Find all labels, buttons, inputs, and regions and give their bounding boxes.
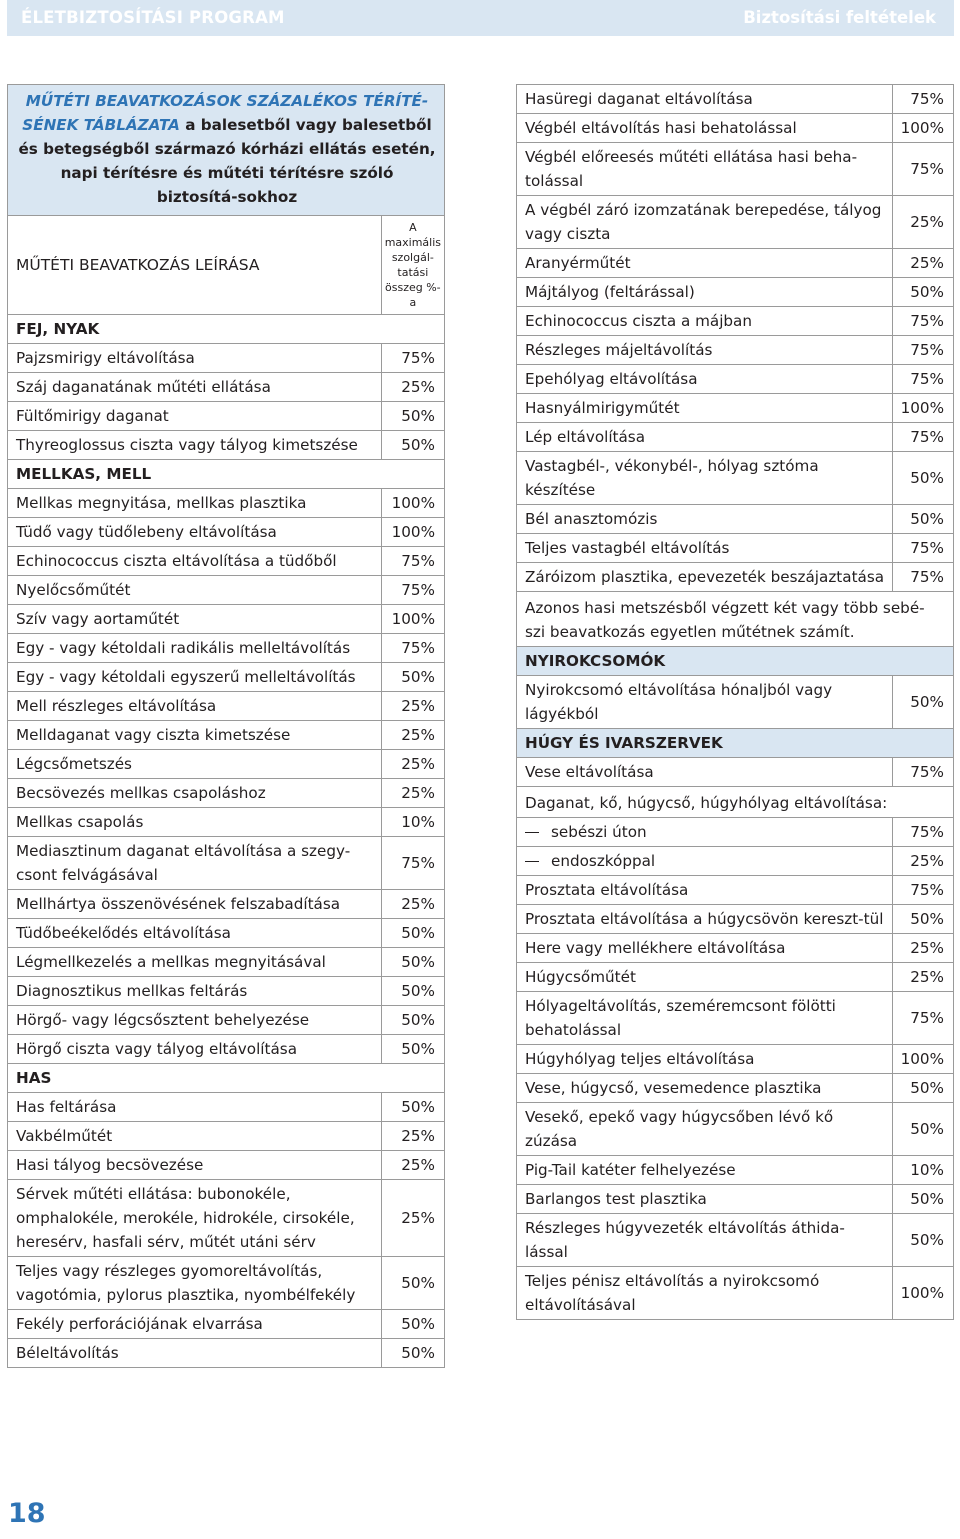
procedure-description: Hasi tályog becsövezése — [8, 1151, 382, 1180]
table-row — [8, 692, 445, 721]
table-row — [517, 934, 954, 963]
procedure-description: Hörgő ciszta vagy tályog eltávolítása — [8, 1035, 382, 1064]
procedure-description: Sérvek műtéti ellátása: bubonokéle, omphalokéle, merokéle, hidrokéle, cirsokéle, heresérv, hasfali sérv, műtét utáni sérv — [8, 1180, 382, 1257]
procedure-percentage: 100% — [893, 114, 954, 143]
procedure-description: Becsövezés mellkas csapoláshoz — [8, 779, 382, 808]
procedure-description: Tüdőbeékelődés eltávolítása — [8, 919, 382, 948]
procedure-description: Thyreoglossus ciszta vagy tályog kimetszése — [8, 431, 382, 460]
procedure-percentage: 100% — [381, 605, 444, 634]
procedure-percentage: 25% — [381, 373, 444, 402]
table-row — [8, 431, 445, 460]
table-row — [8, 919, 445, 948]
procedure-description: Záróizom plasztika, epevezeték beszájaztatása — [517, 563, 893, 592]
procedure-description: Száj daganatának műtéti ellátása — [8, 373, 382, 402]
table-row — [517, 307, 954, 336]
procedure-percentage: 75% — [893, 876, 954, 905]
table-row — [517, 818, 954, 847]
table-row — [517, 143, 954, 196]
table-row — [8, 373, 445, 402]
procedure-percentage: 100% — [893, 1267, 954, 1320]
table-row — [517, 249, 954, 278]
procedure-percentage: 50% — [381, 431, 444, 460]
table-row — [517, 336, 954, 365]
procedure-percentage: 50% — [381, 948, 444, 977]
procedure-description: Fültőmirigy daganat — [8, 402, 382, 431]
procedure-description: Vakbélműtét — [8, 1122, 382, 1151]
procedure-description: Bél anasztomózis — [517, 505, 893, 534]
table-row — [8, 402, 445, 431]
procedure-description: Végbél eltávolítás hasi behatolással — [517, 114, 893, 143]
table-row — [8, 721, 445, 750]
dash-bullet-icon — [525, 832, 539, 833]
table-row — [8, 576, 445, 605]
table-title-main: MŰTÉTI BEAVATKOZÁSOK SZÁZALÉKOS TÉRÍTÉ-SÉNEK TÁBLÁZATA — [22, 92, 429, 134]
procedure-percentage: 75% — [381, 576, 444, 605]
procedure-percentage: 25% — [381, 692, 444, 721]
procedure-description: Béleltávolítás — [8, 1339, 382, 1368]
table-row — [517, 1045, 954, 1074]
procedure-percentage: 25% — [381, 1180, 444, 1257]
table-row — [8, 344, 445, 373]
procedure-label: sebészi úton — [551, 823, 647, 841]
procedure-percentage: 50% — [893, 1185, 954, 1214]
table-row — [8, 779, 445, 808]
procedure-description: Teljes vastagbél eltávolítás — [517, 534, 893, 563]
table-row — [517, 1214, 954, 1267]
procedure-percentage: 25% — [381, 779, 444, 808]
table-row — [517, 1267, 954, 1320]
procedure-description: Vastagbél-, vékonybél-, hólyag sztóma készítése — [517, 452, 893, 505]
procedure-description: Légcsőmetszés — [8, 750, 382, 779]
procedure-percentage: 25% — [381, 750, 444, 779]
procedure-percentage: 25% — [381, 721, 444, 750]
table-row — [8, 518, 445, 547]
procedure-percentage: 75% — [893, 992, 954, 1045]
procedure-description: Mediasztinum daganat eltávolítása a szegy-csont felvágásával — [8, 837, 382, 890]
procedure-description: Melldaganat vagy ciszta kimetszése — [8, 721, 382, 750]
description-column-header: MŰTÉTI BEAVATKOZÁS LEÍRÁSA — [8, 216, 382, 315]
program-title: ÉLETBIZTOSÍTÁSI PROGRAM — [21, 8, 285, 27]
procedure-description: Lép eltávolítása — [517, 423, 893, 452]
procedure-description: Egy - vagy kétoldali radikális melleltávolítás — [8, 634, 382, 663]
table-row — [8, 634, 445, 663]
section-header-row — [517, 729, 954, 758]
procedure-description — [517, 847, 893, 876]
procedure-percentage: 25% — [893, 963, 954, 992]
procedure-percentage: 50% — [381, 977, 444, 1006]
procedure-description: Hasüregi daganat eltávolítása — [517, 85, 893, 114]
procedure-percentage: 25% — [381, 1151, 444, 1180]
procedure-percentage: 50% — [381, 402, 444, 431]
procedure-percentage: 50% — [381, 1035, 444, 1064]
table-row — [517, 758, 954, 787]
procedure-description: Prosztata eltávolítása — [517, 876, 893, 905]
procedure-description: Hasnyálmirigyműtét — [517, 394, 893, 423]
procedure-description: Aranyérműtét — [517, 249, 893, 278]
header-bar — [7, 0, 954, 36]
column-header-row — [8, 216, 445, 315]
procedure-percentage: 75% — [381, 837, 444, 890]
procedure-description: Végbél előreesés műtéti ellátása hasi beha-tolással — [517, 143, 893, 196]
section-header-row — [8, 1064, 445, 1093]
table-row — [517, 1103, 954, 1156]
procedure-percentage: 75% — [893, 563, 954, 592]
section-header: HÚGY ÉS IVARSZERVEK — [517, 729, 954, 758]
procedure-percentage: 75% — [381, 634, 444, 663]
table-row — [517, 963, 954, 992]
note-row — [517, 787, 954, 818]
table-row — [517, 85, 954, 114]
procedure-description: Echinococcus ciszta a májban — [517, 307, 893, 336]
table-row — [517, 1074, 954, 1103]
table-row — [8, 977, 445, 1006]
table-row — [8, 605, 445, 634]
procedure-percentage: 25% — [893, 196, 954, 249]
table-row — [517, 676, 954, 729]
procedure-percentage: 50% — [381, 1093, 444, 1122]
procedure-percentage: 75% — [893, 143, 954, 196]
procedure-description: Teljes vagy részleges gyomoreltávolítás, vagotómia, pylorus plasztika, nyombélfekély — [8, 1257, 382, 1310]
procedure-percentage: 50% — [893, 1074, 954, 1103]
procedure-percentage: 50% — [381, 1006, 444, 1035]
table-row — [517, 114, 954, 143]
table-note: Azonos hasi metszésből végzett két vagy több sebé-szi beavatkozás egyetlen műtétnek számít. — [517, 592, 954, 647]
procedure-percentage: 25% — [381, 890, 444, 919]
max-percent-column-header: A maximális szolgál-tatási összeg %-a — [381, 216, 444, 315]
section-header-row — [8, 315, 445, 344]
table-row — [517, 563, 954, 592]
procedure-description: Tüdő vagy tüdőlebeny eltávolítása — [8, 518, 382, 547]
table-row — [8, 1035, 445, 1064]
procedure-percentage: 50% — [381, 1339, 444, 1368]
section-title: Biztosítási feltételek — [743, 8, 936, 27]
procedure-percentage: 50% — [893, 278, 954, 307]
table-row — [8, 663, 445, 692]
procedure-description: Nyirokcsomó eltávolítása hónaljból vagy lágyékból — [517, 676, 893, 729]
procedure-description: Vesekő, epekő vagy húgycsőben lévő kő zúzása — [517, 1103, 893, 1156]
procedure-description: Hólyageltávolítás, szeméremcsont fölötti behatolással — [517, 992, 893, 1045]
table-title — [8, 85, 445, 216]
procedure-description: Pig-Tail katéter felhelyezése — [517, 1156, 893, 1185]
procedure-description: Májtályog (feltárással) — [517, 278, 893, 307]
table-row — [8, 750, 445, 779]
procedure-description: Pajzsmirigy eltávolítása — [8, 344, 382, 373]
procedure-description — [517, 818, 893, 847]
table-row — [517, 278, 954, 307]
surgery-table-right — [516, 84, 954, 1320]
table-row — [8, 489, 445, 518]
table-row — [517, 1156, 954, 1185]
procedure-percentage: 50% — [893, 905, 954, 934]
dash-bullet-icon — [525, 861, 539, 862]
table-title-row — [8, 85, 445, 216]
table-row — [517, 1185, 954, 1214]
procedure-percentage: 10% — [381, 808, 444, 837]
table-row — [8, 837, 445, 890]
procedure-percentage: 100% — [381, 518, 444, 547]
section-header: FEJ, NYAK — [8, 315, 445, 344]
table-row — [8, 1006, 445, 1035]
note-row — [517, 592, 954, 647]
table-row — [8, 1257, 445, 1310]
procedure-description: Vese, húgycső, vesemedence plasztika — [517, 1074, 893, 1103]
procedure-percentage: 75% — [893, 758, 954, 787]
table-row — [517, 423, 954, 452]
section-header-row — [8, 460, 445, 489]
table-row — [517, 452, 954, 505]
procedure-description: Diagnosztikus mellkas feltárás — [8, 977, 382, 1006]
procedure-percentage: 75% — [893, 818, 954, 847]
table-row — [8, 1339, 445, 1368]
procedure-description: Mellkas csapolás — [8, 808, 382, 837]
procedure-percentage: 50% — [381, 1257, 444, 1310]
table-row — [8, 948, 445, 977]
procedure-description: Részleges húgyvezeték eltávolítás áthida-lással — [517, 1214, 893, 1267]
table-row — [8, 1151, 445, 1180]
procedure-description: Epehólyag eltávolítása — [517, 365, 893, 394]
procedure-percentage: 25% — [893, 934, 954, 963]
page-number: 18 — [8, 1498, 46, 1529]
procedure-percentage: 50% — [381, 663, 444, 692]
table-row — [517, 992, 954, 1045]
procedure-description: A végbél záró izomzatának berepedése, tályog vagy ciszta — [517, 196, 893, 249]
procedure-percentage: 50% — [893, 1214, 954, 1267]
procedure-description: Barlangos test plasztika — [517, 1185, 893, 1214]
procedure-percentage: 75% — [381, 344, 444, 373]
procedure-percentage: 50% — [381, 1310, 444, 1339]
section-header-row — [517, 647, 954, 676]
table-row — [517, 534, 954, 563]
procedure-description: Vese eltávolítása — [517, 758, 893, 787]
procedure-percentage: 10% — [893, 1156, 954, 1185]
table-row — [517, 905, 954, 934]
procedure-percentage: 25% — [893, 847, 954, 876]
table-row — [8, 890, 445, 919]
procedure-percentage: 50% — [893, 1103, 954, 1156]
section-header: MELLKAS, MELL — [8, 460, 445, 489]
procedure-percentage: 50% — [893, 452, 954, 505]
section-header: NYIROKCSOMÓK — [517, 647, 954, 676]
table-row — [8, 808, 445, 837]
procedure-description: Egy - vagy kétoldali egyszerű melleltávolítás — [8, 663, 382, 692]
table-title-rest: a balesetből vagy balesetből és betegségből származó kórházi ellátás esetén, napi térítésre és műtéti térítésre szóló biztosítá-sokhoz — [18, 116, 436, 206]
procedure-percentage: 75% — [893, 336, 954, 365]
procedure-percentage: 25% — [893, 249, 954, 278]
table-row — [517, 847, 954, 876]
procedure-description: Nyelőcsőműtét — [8, 576, 382, 605]
procedure-description: Fekély perforációjának elvarrása — [8, 1310, 382, 1339]
procedure-description: Mell részleges eltávolítása — [8, 692, 382, 721]
table-row — [517, 196, 954, 249]
table-row — [8, 1093, 445, 1122]
procedure-description: Mellkas megnyitása, mellkas plasztika — [8, 489, 382, 518]
procedure-percentage: 100% — [893, 1045, 954, 1074]
procedure-description: Echinococcus ciszta eltávolítása a tüdőből — [8, 547, 382, 576]
procedure-percentage: 50% — [893, 505, 954, 534]
procedure-description: Szív vagy aortaműtét — [8, 605, 382, 634]
procedure-percentage: 75% — [893, 423, 954, 452]
procedure-percentage: 75% — [893, 85, 954, 114]
table-row — [517, 876, 954, 905]
procedure-description: Has feltárása — [8, 1093, 382, 1122]
table-row — [517, 394, 954, 423]
procedure-percentage: 50% — [381, 919, 444, 948]
procedure-percentage: 75% — [381, 547, 444, 576]
procedure-description: Hörgő- vagy légcsősztent behelyezése — [8, 1006, 382, 1035]
procedure-percentage: 75% — [893, 365, 954, 394]
procedure-description: Húgycsőműtét — [517, 963, 893, 992]
procedure-percentage: 50% — [893, 676, 954, 729]
procedure-label: endoszkóppal — [551, 852, 656, 870]
procedure-description: Mellhártya összenövésének felszabadítása — [8, 890, 382, 919]
table-row — [517, 505, 954, 534]
section-header: HAS — [8, 1064, 445, 1093]
table-row — [8, 547, 445, 576]
table-row — [8, 1180, 445, 1257]
procedure-percentage: 25% — [381, 1122, 444, 1151]
table-row — [8, 1310, 445, 1339]
procedure-description: Légmellkezelés a mellkas megnyitásával — [8, 948, 382, 977]
procedure-percentage: 100% — [381, 489, 444, 518]
procedure-percentage: 75% — [893, 307, 954, 336]
procedure-percentage: 100% — [893, 394, 954, 423]
procedure-description: Húgyhólyag teljes eltávolítása — [517, 1045, 893, 1074]
surgery-table-left — [7, 84, 445, 1368]
table-row — [8, 1122, 445, 1151]
procedure-description: Prosztata eltávolítása a húgycsövön kereszt-tül — [517, 905, 893, 934]
table-note: Daganat, kő, húgycső, húgyhólyag eltávolítása: — [517, 787, 954, 818]
procedure-description: Teljes pénisz eltávolítás a nyirokcsomó eltávolításával — [517, 1267, 893, 1320]
table-row — [517, 365, 954, 394]
procedure-percentage: 75% — [893, 534, 954, 563]
procedure-description: Here vagy mellékhere eltávolítása — [517, 934, 893, 963]
procedure-description: Részleges májeltávolítás — [517, 336, 893, 365]
